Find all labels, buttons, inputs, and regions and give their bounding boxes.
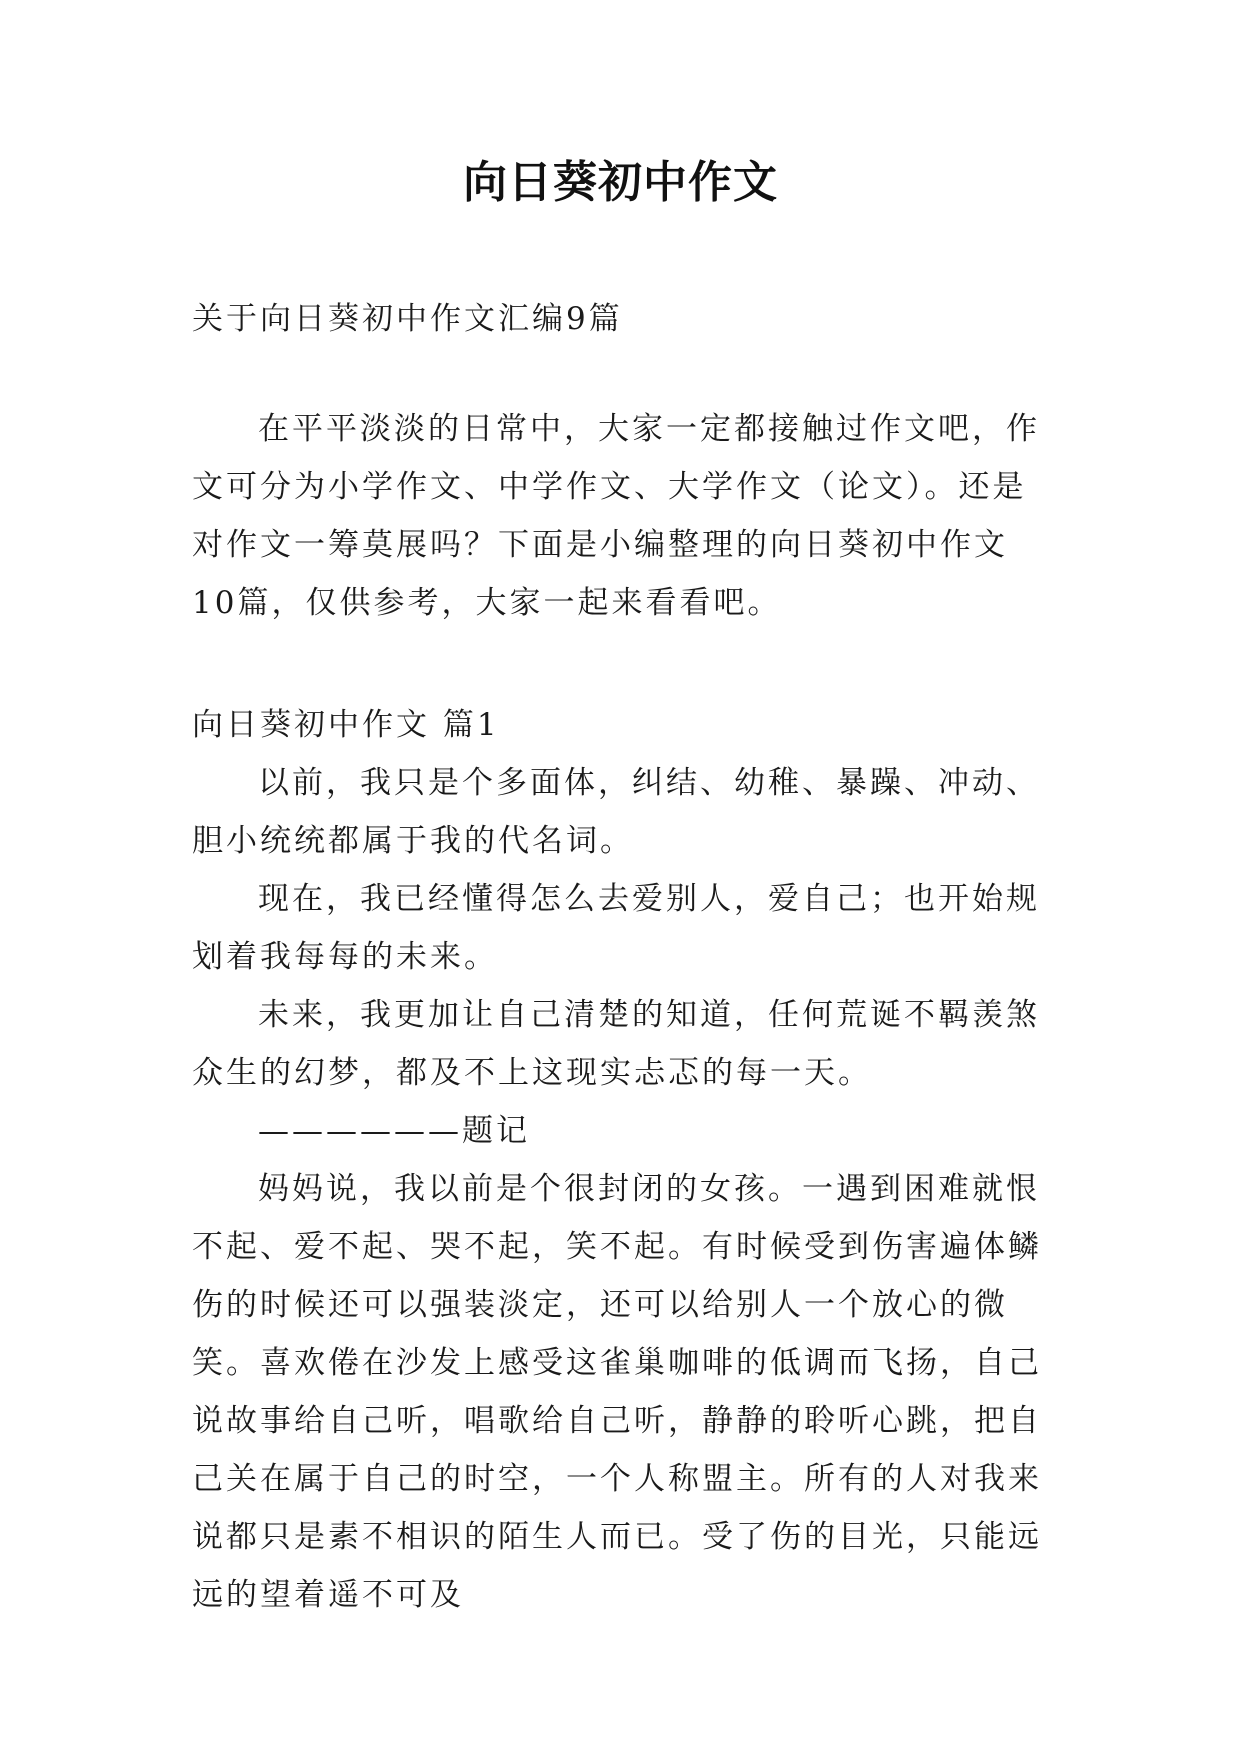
section-heading: 向日葵初中作文 篇1 bbox=[192, 707, 500, 743]
paragraph-1: 以前，我只是个多面体，纠结、幼稚、暴躁、冲动、胆小统统都属于我的代名词。 bbox=[192, 765, 1040, 859]
document-title: 向日葵初中作文 bbox=[463, 157, 778, 208]
paragraph-3: 未来，我更加让自己清楚的知道，任何荒诞不羁羡煞众生的幻梦，都及不上这现实忐忑的每一天。 bbox=[192, 997, 1040, 1091]
section-body bbox=[192, 754, 1052, 1624]
paragraph-4: 妈妈说，我以前是个很封闭的女孩。一遇到困难就恨不起、爱不起、哭不起，笑不起。有时候受到伤害遍体鳞伤的时候还可以强装淡定，还可以给别人一个放心的微笑。喜欢倦在沙发上感受这雀巢咖啡的低调而飞扬，自己说故事给自己听，唱歌给自己听，静静的聆听心跳，把自己关在属于自己的时空，一个人称盟主。所有的人对我来说都只是素不相识的陌生人而已。受了伤的目光，只能远远的望着遥不可及 bbox=[192, 1171, 1042, 1613]
intro-block bbox=[192, 400, 1052, 632]
paragraph-2: 现在，我已经懂得怎么去爱别人，爱自己；也开始规划着我每每的未来。 bbox=[192, 881, 1040, 975]
epigraph-line: ——————题记 bbox=[258, 1113, 530, 1149]
intro-paragraph: 在平平淡淡的日常中，大家一定都接触过作文吧，作文可分为小学作文、中学作文、大学作文（论文）。还是对作文一筹莫展吗？下面是小编整理的向日葵初中作文10篇，仅供参考，大家一起来看看吧。 bbox=[192, 411, 1040, 621]
document-subtitle: 关于向日葵初中作文汇编9篇 bbox=[192, 301, 623, 337]
